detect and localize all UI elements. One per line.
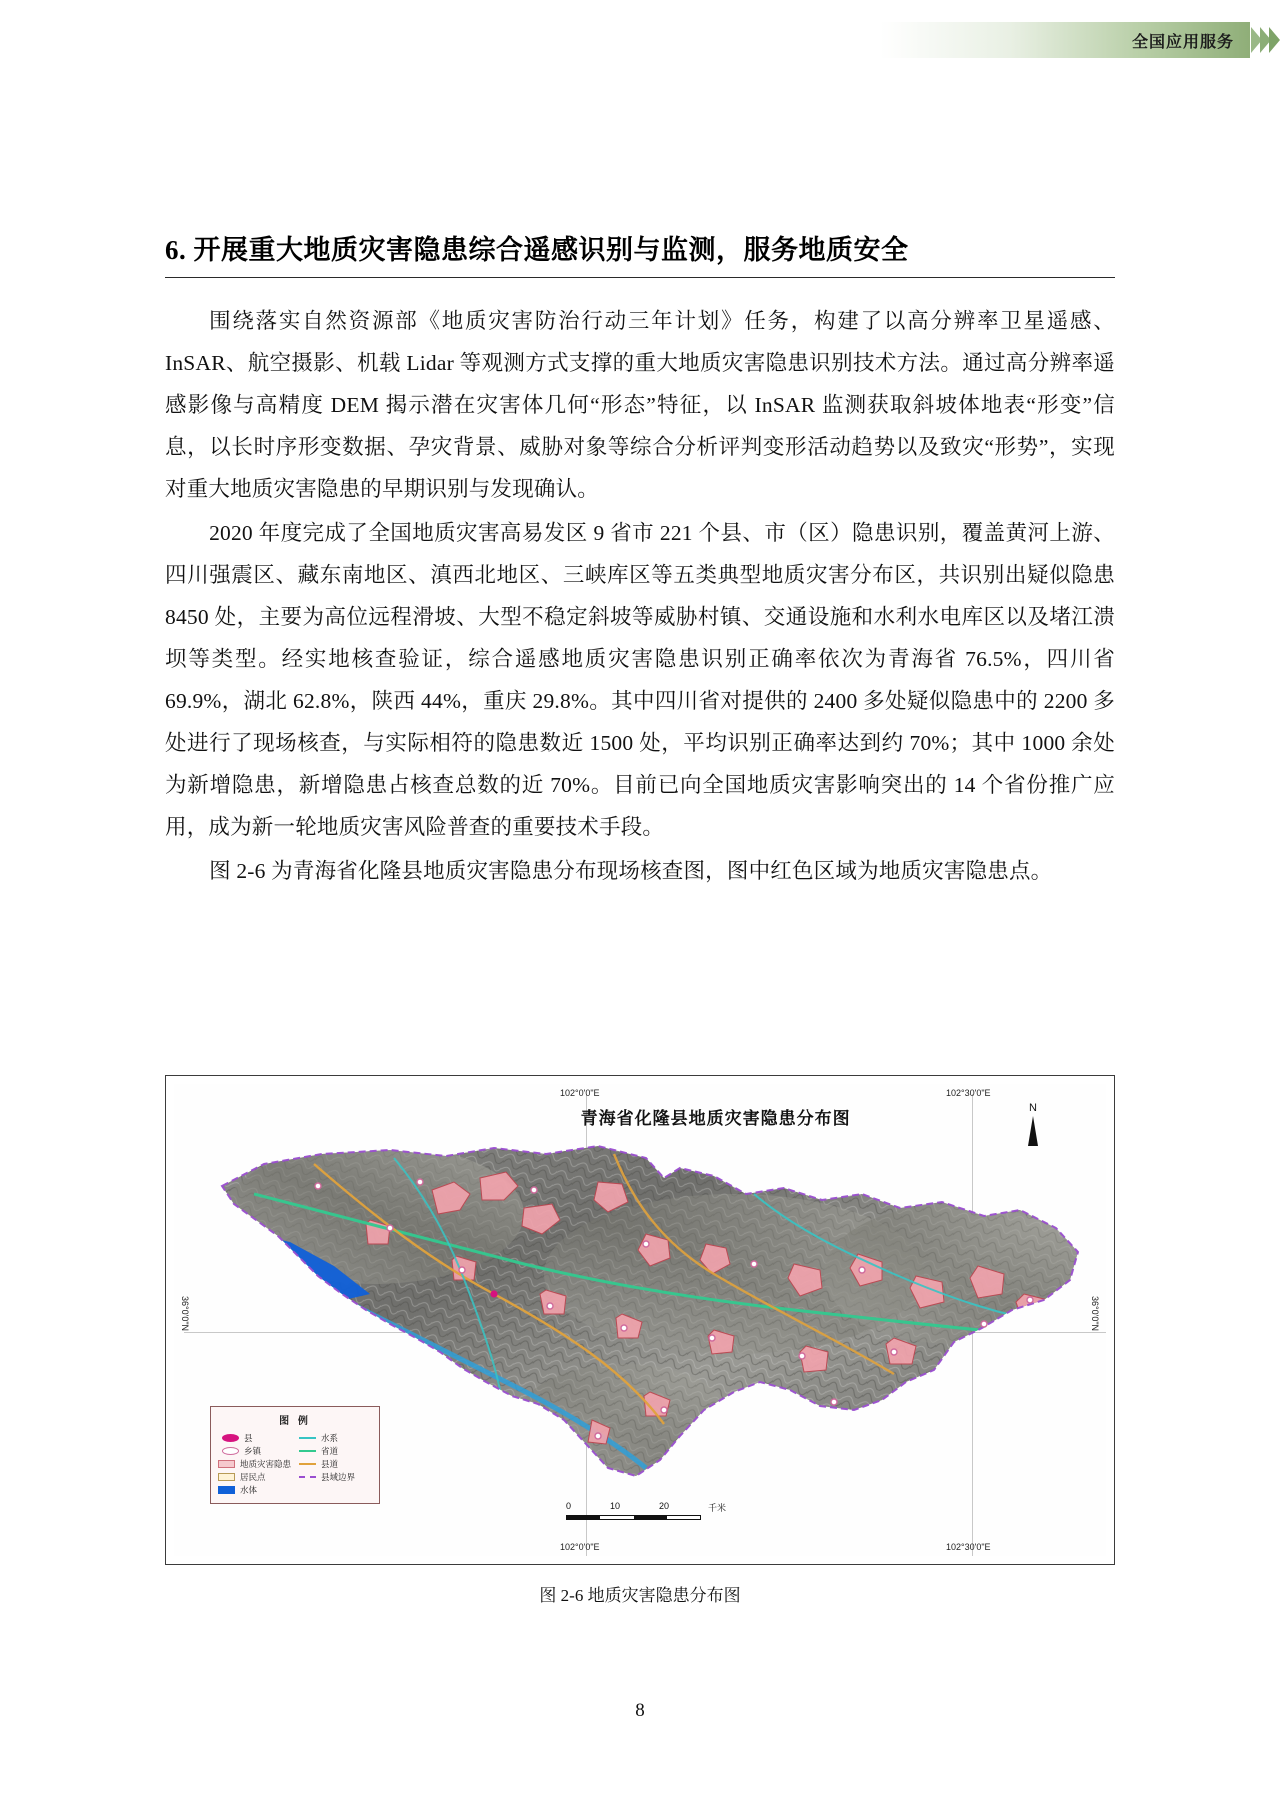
residential-area-swatch: [218, 1473, 235, 1481]
legend-label: 水体: [240, 1484, 258, 1495]
coord-top-right: 102°30'0"E: [946, 1088, 991, 1098]
north-label: N: [1029, 1102, 1037, 1114]
legend-item: [218, 1457, 291, 1470]
coord-left: 36°0'0"N: [180, 1296, 190, 1332]
title-divider: [165, 277, 1115, 278]
scale-tick-2: 20: [658, 1501, 669, 1511]
north-arrow-icon: [1020, 1102, 1046, 1146]
water-body-swatch: [218, 1486, 235, 1494]
document-body: [165, 228, 1115, 894]
chevron-right-icon: [1250, 22, 1280, 58]
legend-column-right: [299, 1431, 372, 1496]
page-number: 8: [635, 1700, 645, 1721]
river-line-icon: [299, 1437, 316, 1439]
legend-label: 县域边界: [321, 1471, 356, 1482]
county-point-icon: [222, 1434, 239, 1442]
page-title: 6. 开展重大地质灾害隐患综合遥感识别与监测，服务地质安全: [165, 235, 909, 265]
scale-tick-0: 0: [566, 1501, 572, 1511]
legend-item: [218, 1444, 291, 1457]
paragraph-2: 2020 年度完成了全国地质灾害高易发区 9 省市 221 个县、市（区）隐患识别，覆盖黄河上游、四川强震区、藏东南地区、滇西北地区、三峡库区等五类典型地质灾害分布区，共识别出疑似隐患 8450 处，主要为高位远程滑坡、大型不稳定斜坡等威胁村镇、交通设施和水利水电库区以及堵江溃坝等类型。经实地核查验证，综合遥感地质灾害隐患识别正确率依次为青海省 76.5%，四川省 69.9%，湖北 62.8%，陕西 44%，重庆 29.8%。其中四川省对提供的 2400 多处疑似隐患中的 2200 多处进行了现场核查，与实际相符的隐患数近 1500 处，平均识别正确率达到约 70%；其中 1000 余处为新增隐患，新增隐患占核查总数的近 70%。目前已向全国地质灾害影响突出的 14 个省份推广应用，成为新一轮地质灾害风险普查的重要技术手段。: [165, 521, 1115, 839]
legend-label: 县道: [321, 1458, 339, 1469]
legend-label: 水系: [321, 1432, 339, 1443]
legend-label: 乡镇: [244, 1445, 262, 1456]
county-border-line-icon: [299, 1476, 316, 1478]
header-ribbon: [880, 22, 1280, 58]
legend-column-left: [218, 1431, 291, 1496]
scale-bar-graphic: [566, 1515, 701, 1520]
legend-item: [299, 1444, 372, 1457]
legend-item: [299, 1431, 372, 1444]
legend-label: 省道: [321, 1445, 339, 1456]
map-scale-bar: [566, 1501, 726, 1520]
hazard-area-swatch: [218, 1460, 235, 1468]
ribbon-bar: [880, 22, 1250, 58]
legend-title: 图 例: [279, 1416, 311, 1427]
legend-item: [299, 1470, 372, 1483]
figure-caption: 图 2-6 地质灾害隐患分布图: [539, 1586, 741, 1605]
map-frame: [165, 1075, 1115, 1565]
scale-tick-1: 10: [609, 1501, 620, 1511]
map-canvas: [174, 1084, 1106, 1556]
legend-label: 居民点: [240, 1471, 266, 1482]
ribbon-label: 全国应用服务: [1131, 33, 1234, 51]
legend-item: [299, 1457, 372, 1470]
paragraph-3: 图 2-6 为青海省化隆县地质灾害隐患分布现场核查图，图中红色区域为地质灾害隐患点。: [209, 859, 1053, 883]
legend-label: 地质灾害隐患: [240, 1458, 292, 1469]
township-point-icon: [222, 1447, 239, 1455]
coord-bottom-left: 102°0'0"E: [560, 1542, 600, 1552]
map-title: 青海省化隆县地质灾害隐患分布图: [580, 1109, 851, 1128]
county-road-line-icon: [299, 1463, 316, 1465]
paragraph-1: 围绕落实自然资源部《地质灾害防治行动三年计划》任务，构建了以高分辨率卫星遥感、InSAR、航空摄影、机载 Lidar 等观测方式支撑的重大地质灾害隐患识别技术方法。通过高分辨率遥感影像与高精度 DEM 揭示潜在灾害体几何“形态”特征，以 InSAR 监测获取斜坡体地表“形变”信息，以长时序形变数据、孕灾背景、威胁对象等综合分析评判变形活动趋势以及致灾“形势”，实现对重大地质灾害隐患的早期识别与发现确认。: [165, 309, 1115, 501]
figure-2-6: [165, 1075, 1115, 1606]
coord-right: 36°0'0"N: [1090, 1296, 1100, 1332]
legend-item: [218, 1470, 291, 1483]
coord-top-left: 102°0'0"E: [560, 1088, 600, 1098]
legend-item: [218, 1483, 291, 1496]
province-road-line-icon: [299, 1450, 316, 1452]
coord-bottom-right: 102°30'0"E: [946, 1542, 991, 1552]
scale-unit: 千米: [707, 1503, 726, 1513]
legend-item: [218, 1431, 291, 1444]
map-legend: [210, 1406, 380, 1504]
legend-label: 县: [244, 1432, 253, 1443]
